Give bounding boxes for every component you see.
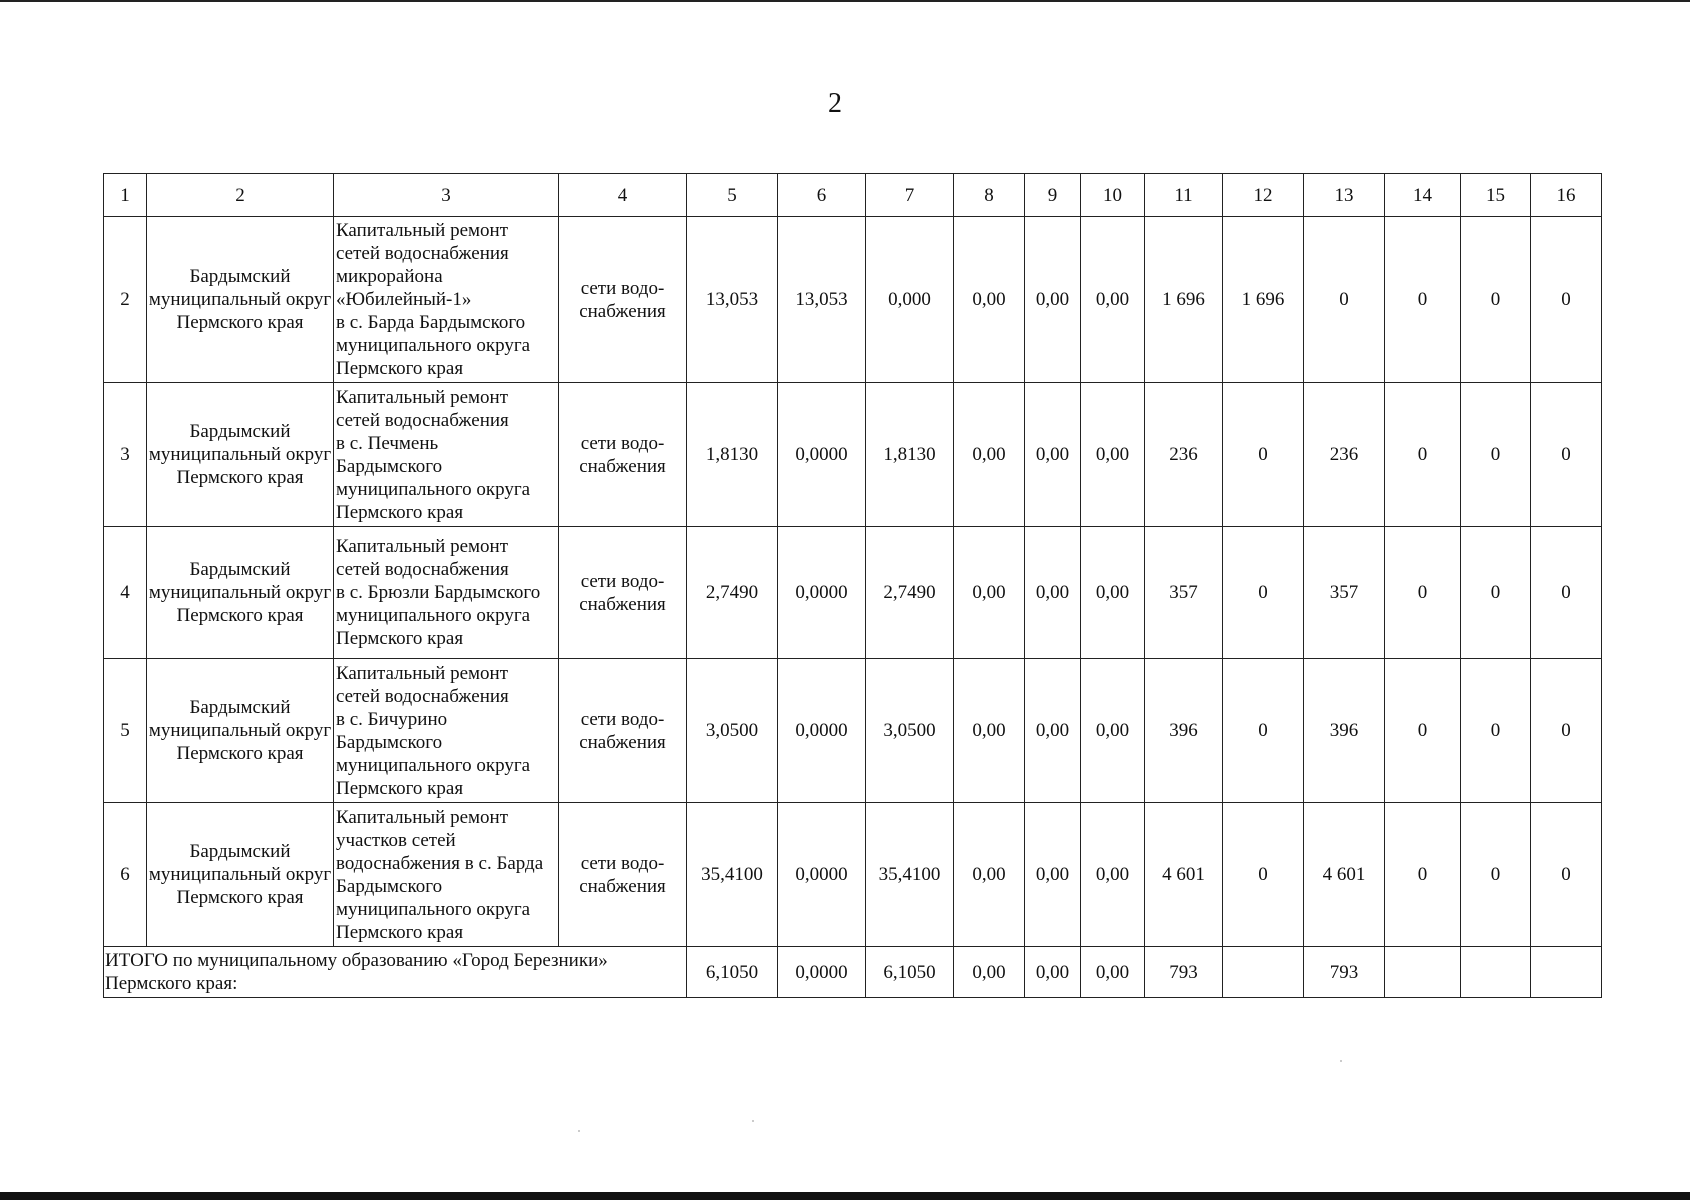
scan-speck: [752, 1120, 754, 1122]
table-cell: 0,00: [1081, 217, 1145, 383]
table-cell: 0: [1385, 527, 1461, 659]
scan-bottom-border: [0, 1192, 1690, 1200]
page-number: 2: [828, 88, 842, 119]
table-cell: 2: [104, 217, 147, 383]
col-header: 10: [1081, 174, 1145, 217]
data-table: [103, 173, 1602, 998]
total-cell: 0,0000: [778, 947, 866, 998]
table-cell: 0: [1385, 217, 1461, 383]
total-cell: 0,00: [954, 947, 1025, 998]
total-cell: [1461, 947, 1531, 998]
scan-speck: [1340, 1060, 1342, 1062]
table-cell: 0,0000: [778, 803, 866, 947]
total-cell: 6,1050: [687, 947, 778, 998]
col-header: 2: [147, 174, 334, 217]
table-cell: 2,7490: [687, 527, 778, 659]
table-cell: 13,053: [778, 217, 866, 383]
table-cell: 0,00: [954, 659, 1025, 803]
table-cell: 3,0500: [866, 659, 954, 803]
table-cell: 0,00: [1081, 803, 1145, 947]
table-cell: Капитальный ремонт участков сетей водоснабжения в с. Барда Бардымского муниципального округа Пермского края: [334, 803, 559, 947]
total-cell: [1385, 947, 1461, 998]
table-cell: 0,00: [1025, 659, 1081, 803]
table-cell: 0,00: [1081, 527, 1145, 659]
table-cell: сети водо-снабжения: [559, 217, 687, 383]
table-cell: 0: [1531, 217, 1602, 383]
table-cell: Капитальный ремонт сетей водоснабжения микрорайона «Юбилейный-1» в с. Барда Бардымского муниципального округа Пермского края: [334, 217, 559, 383]
table-cell: 0,0000: [778, 383, 866, 527]
table-cell: 0,0000: [778, 659, 866, 803]
col-header: 11: [1145, 174, 1223, 217]
table-cell: 0,000: [866, 217, 954, 383]
table-row: [104, 527, 1602, 659]
table-cell: 396: [1145, 659, 1223, 803]
table-row: [104, 803, 1602, 947]
table-cell: Бардымский муниципальный округ Пермского края: [147, 217, 334, 383]
table-cell: 0: [1304, 217, 1385, 383]
total-cell: 793: [1145, 947, 1223, 998]
table-cell: сети водо-снабжения: [559, 659, 687, 803]
table-cell: 2,7490: [866, 527, 954, 659]
table-row: [104, 659, 1602, 803]
col-header: 12: [1223, 174, 1304, 217]
col-header: 16: [1531, 174, 1602, 217]
table-cell: 3: [104, 383, 147, 527]
table-cell: Капитальный ремонт сетей водоснабжения в с. Брюзли Бардымского муниципального округа Пермского края: [334, 527, 559, 659]
col-header: 9: [1025, 174, 1081, 217]
table-cell: 0,00: [1081, 383, 1145, 527]
table-row: [104, 383, 1602, 527]
table-cell: 0: [1461, 527, 1531, 659]
table-cell: 0,00: [954, 217, 1025, 383]
table-cell: 0: [1223, 659, 1304, 803]
table-cell: 4: [104, 527, 147, 659]
table-cell: 0,00: [954, 803, 1025, 947]
table-cell: 1 696: [1223, 217, 1304, 383]
table-cell: 13,053: [687, 217, 778, 383]
total-cell: 793: [1304, 947, 1385, 998]
total-cell: 6,1050: [866, 947, 954, 998]
table-cell: сети водо-снабжения: [559, 803, 687, 947]
table-cell: 0,00: [1025, 217, 1081, 383]
table-cell: 0: [1385, 659, 1461, 803]
scan-top-border: [0, 0, 1690, 2]
table-cell: Бардымский муниципальный округ Пермского края: [147, 659, 334, 803]
col-header: 13: [1304, 174, 1385, 217]
table-cell: 1,8130: [866, 383, 954, 527]
table-cell: 0,00: [1025, 803, 1081, 947]
table-cell: 0: [1223, 803, 1304, 947]
table-cell: Бардымский муниципальный округ Пермского края: [147, 383, 334, 527]
scan-speck: [578, 1130, 580, 1132]
table-cell: 357: [1145, 527, 1223, 659]
col-header: 4: [559, 174, 687, 217]
col-header: 3: [334, 174, 559, 217]
total-label: ИТОГО по муниципальному образованию «Город Березники» Пермского края:: [104, 947, 687, 998]
table-cell: 0,00: [954, 527, 1025, 659]
table-cell: 0: [1385, 803, 1461, 947]
table-cell: 0: [1531, 803, 1602, 947]
col-header: 5: [687, 174, 778, 217]
total-cell: [1223, 947, 1304, 998]
table-cell: 4 601: [1304, 803, 1385, 947]
table-cell: Капитальный ремонт сетей водоснабжения в с. Бичурино Бардымского муниципального округа Пермского края: [334, 659, 559, 803]
table-cell: Бардымский муниципальный округ Пермского края: [147, 803, 334, 947]
col-header: 8: [954, 174, 1025, 217]
table-total-row: [104, 947, 1602, 998]
col-header: 15: [1461, 174, 1531, 217]
table-cell: 0: [1461, 383, 1531, 527]
table-cell: 357: [1304, 527, 1385, 659]
table-cell: 0: [1223, 527, 1304, 659]
table-cell: 0: [1531, 659, 1602, 803]
table-cell: 5: [104, 659, 147, 803]
table-cell: 0: [1223, 383, 1304, 527]
table-cell: 3,0500: [687, 659, 778, 803]
table-cell: 35,4100: [687, 803, 778, 947]
table-cell: 1 696: [1145, 217, 1223, 383]
table-row: [104, 217, 1602, 383]
table-cell: сети водо-снабжения: [559, 383, 687, 527]
table-cell: 35,4100: [866, 803, 954, 947]
table-cell: 396: [1304, 659, 1385, 803]
table-cell: 236: [1145, 383, 1223, 527]
col-header: 1: [104, 174, 147, 217]
table-cell: Бардымский муниципальный округ Пермского края: [147, 527, 334, 659]
table-cell: 0,00: [1025, 383, 1081, 527]
col-header: 14: [1385, 174, 1461, 217]
total-cell: [1531, 947, 1602, 998]
total-cell: 0,00: [1025, 947, 1081, 998]
table-cell: 4 601: [1145, 803, 1223, 947]
table-cell: 1,8130: [687, 383, 778, 527]
table-cell: 0: [1531, 527, 1602, 659]
table-cell: 6: [104, 803, 147, 947]
table-cell: 0: [1385, 383, 1461, 527]
table-header-row: [104, 174, 1602, 217]
table-cell: 0,00: [1025, 527, 1081, 659]
table-cell: 0,00: [1081, 659, 1145, 803]
table-cell: 0: [1461, 659, 1531, 803]
table-cell: 236: [1304, 383, 1385, 527]
table-cell: 0: [1531, 383, 1602, 527]
table-cell: 0,00: [954, 383, 1025, 527]
table-cell: 0: [1461, 217, 1531, 383]
table-cell: 0,0000: [778, 527, 866, 659]
table-cell: Капитальный ремонт сетей водоснабжения в с. Печмень Бардымского муниципального округа Пермского края: [334, 383, 559, 527]
col-header: 7: [866, 174, 954, 217]
table-cell: сети водо-снабжения: [559, 527, 687, 659]
total-cell: 0,00: [1081, 947, 1145, 998]
col-header: 6: [778, 174, 866, 217]
table-cell: 0: [1461, 803, 1531, 947]
